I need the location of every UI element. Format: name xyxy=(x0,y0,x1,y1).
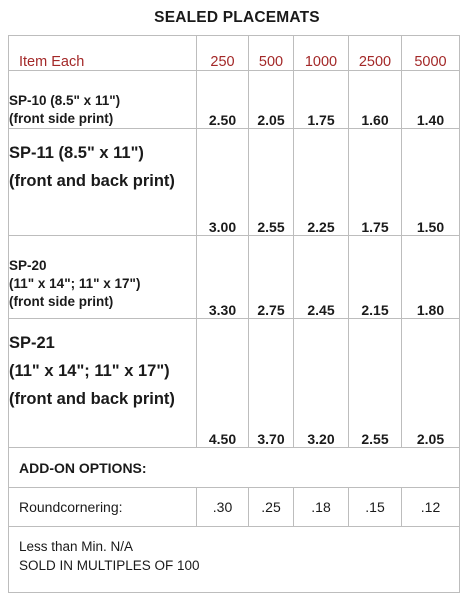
price-cell: 1.75 xyxy=(294,71,349,129)
price-cell: 2.05 xyxy=(402,319,460,448)
qty-header-5000: 5000 xyxy=(402,36,460,71)
price-cell: .15 xyxy=(349,488,402,527)
product-description xyxy=(9,71,197,129)
qty-header-250: 250 xyxy=(197,36,249,71)
notes-cell xyxy=(9,527,460,593)
product-line: (front and back print) xyxy=(9,390,175,408)
price-cell: 4.50 xyxy=(197,319,249,448)
roundcornering-label: Roundcornering: xyxy=(9,488,197,527)
header-row xyxy=(9,36,460,71)
qty-header-2500: 2500 xyxy=(349,36,402,71)
product-line: (11" x 14"; 11" x 17") xyxy=(9,362,170,380)
price-cell: 1.40 xyxy=(402,71,460,129)
price-cell: .18 xyxy=(294,488,349,527)
price-cell: 2.55 xyxy=(249,129,294,236)
price-cell: .30 xyxy=(197,488,249,527)
price-cell: .25 xyxy=(249,488,294,527)
notes-row xyxy=(9,527,460,593)
price-cell: 3.70 xyxy=(249,319,294,448)
minimum-note: Less than Min. N/A xyxy=(19,539,134,554)
multiples-note: SOLD IN MULTIPLES OF 100 xyxy=(19,558,200,573)
price-cell: .12 xyxy=(402,488,460,527)
price-cell: 2.75 xyxy=(249,236,294,319)
addon-heading-row xyxy=(9,448,460,488)
table-row-sp-20 xyxy=(9,236,460,319)
price-cell: 1.75 xyxy=(349,129,402,236)
table-row-sp-10 xyxy=(9,71,460,129)
addon-options-heading: ADD-ON OPTIONS: xyxy=(9,448,460,488)
product-description xyxy=(9,236,197,319)
product-description xyxy=(9,129,197,236)
price-cell: 1.80 xyxy=(402,236,460,319)
price-table xyxy=(8,35,460,593)
product-line: SP-11 (8.5" x 11") xyxy=(9,144,144,162)
page-title: SEALED PLACEMATS xyxy=(154,9,320,26)
price-cell: 3.30 xyxy=(197,236,249,319)
table-row-sp-21 xyxy=(9,319,460,448)
qty-header-500: 500 xyxy=(249,36,294,71)
item-each-header: Item Each xyxy=(9,36,197,71)
price-cell: 1.50 xyxy=(402,129,460,236)
price-cell: 3.00 xyxy=(197,129,249,236)
table-row-roundcornering xyxy=(9,488,460,527)
table-row-sp-11 xyxy=(9,129,460,236)
product-description xyxy=(9,319,197,448)
product-line: (front and back print) xyxy=(9,172,175,190)
price-cell: 2.50 xyxy=(197,71,249,129)
price-cell: 2.05 xyxy=(249,71,294,129)
product-line: SP-20 xyxy=(9,258,47,273)
price-cell: 2.15 xyxy=(349,236,402,319)
product-line: (11" x 14"; 11" x 17") xyxy=(9,276,141,291)
product-line: SP-10 (8.5" x 11") xyxy=(9,93,121,108)
qty-header-1000: 1000 xyxy=(294,36,349,71)
price-cell: 2.25 xyxy=(294,129,349,236)
product-line: (front side print) xyxy=(9,294,114,309)
price-cell: 1.60 xyxy=(349,71,402,129)
price-cell: 2.55 xyxy=(349,319,402,448)
product-line: SP-21 xyxy=(9,334,55,352)
product-line: (front side print) xyxy=(9,111,114,126)
price-cell: 3.20 xyxy=(294,319,349,448)
price-cell: 2.45 xyxy=(294,236,349,319)
